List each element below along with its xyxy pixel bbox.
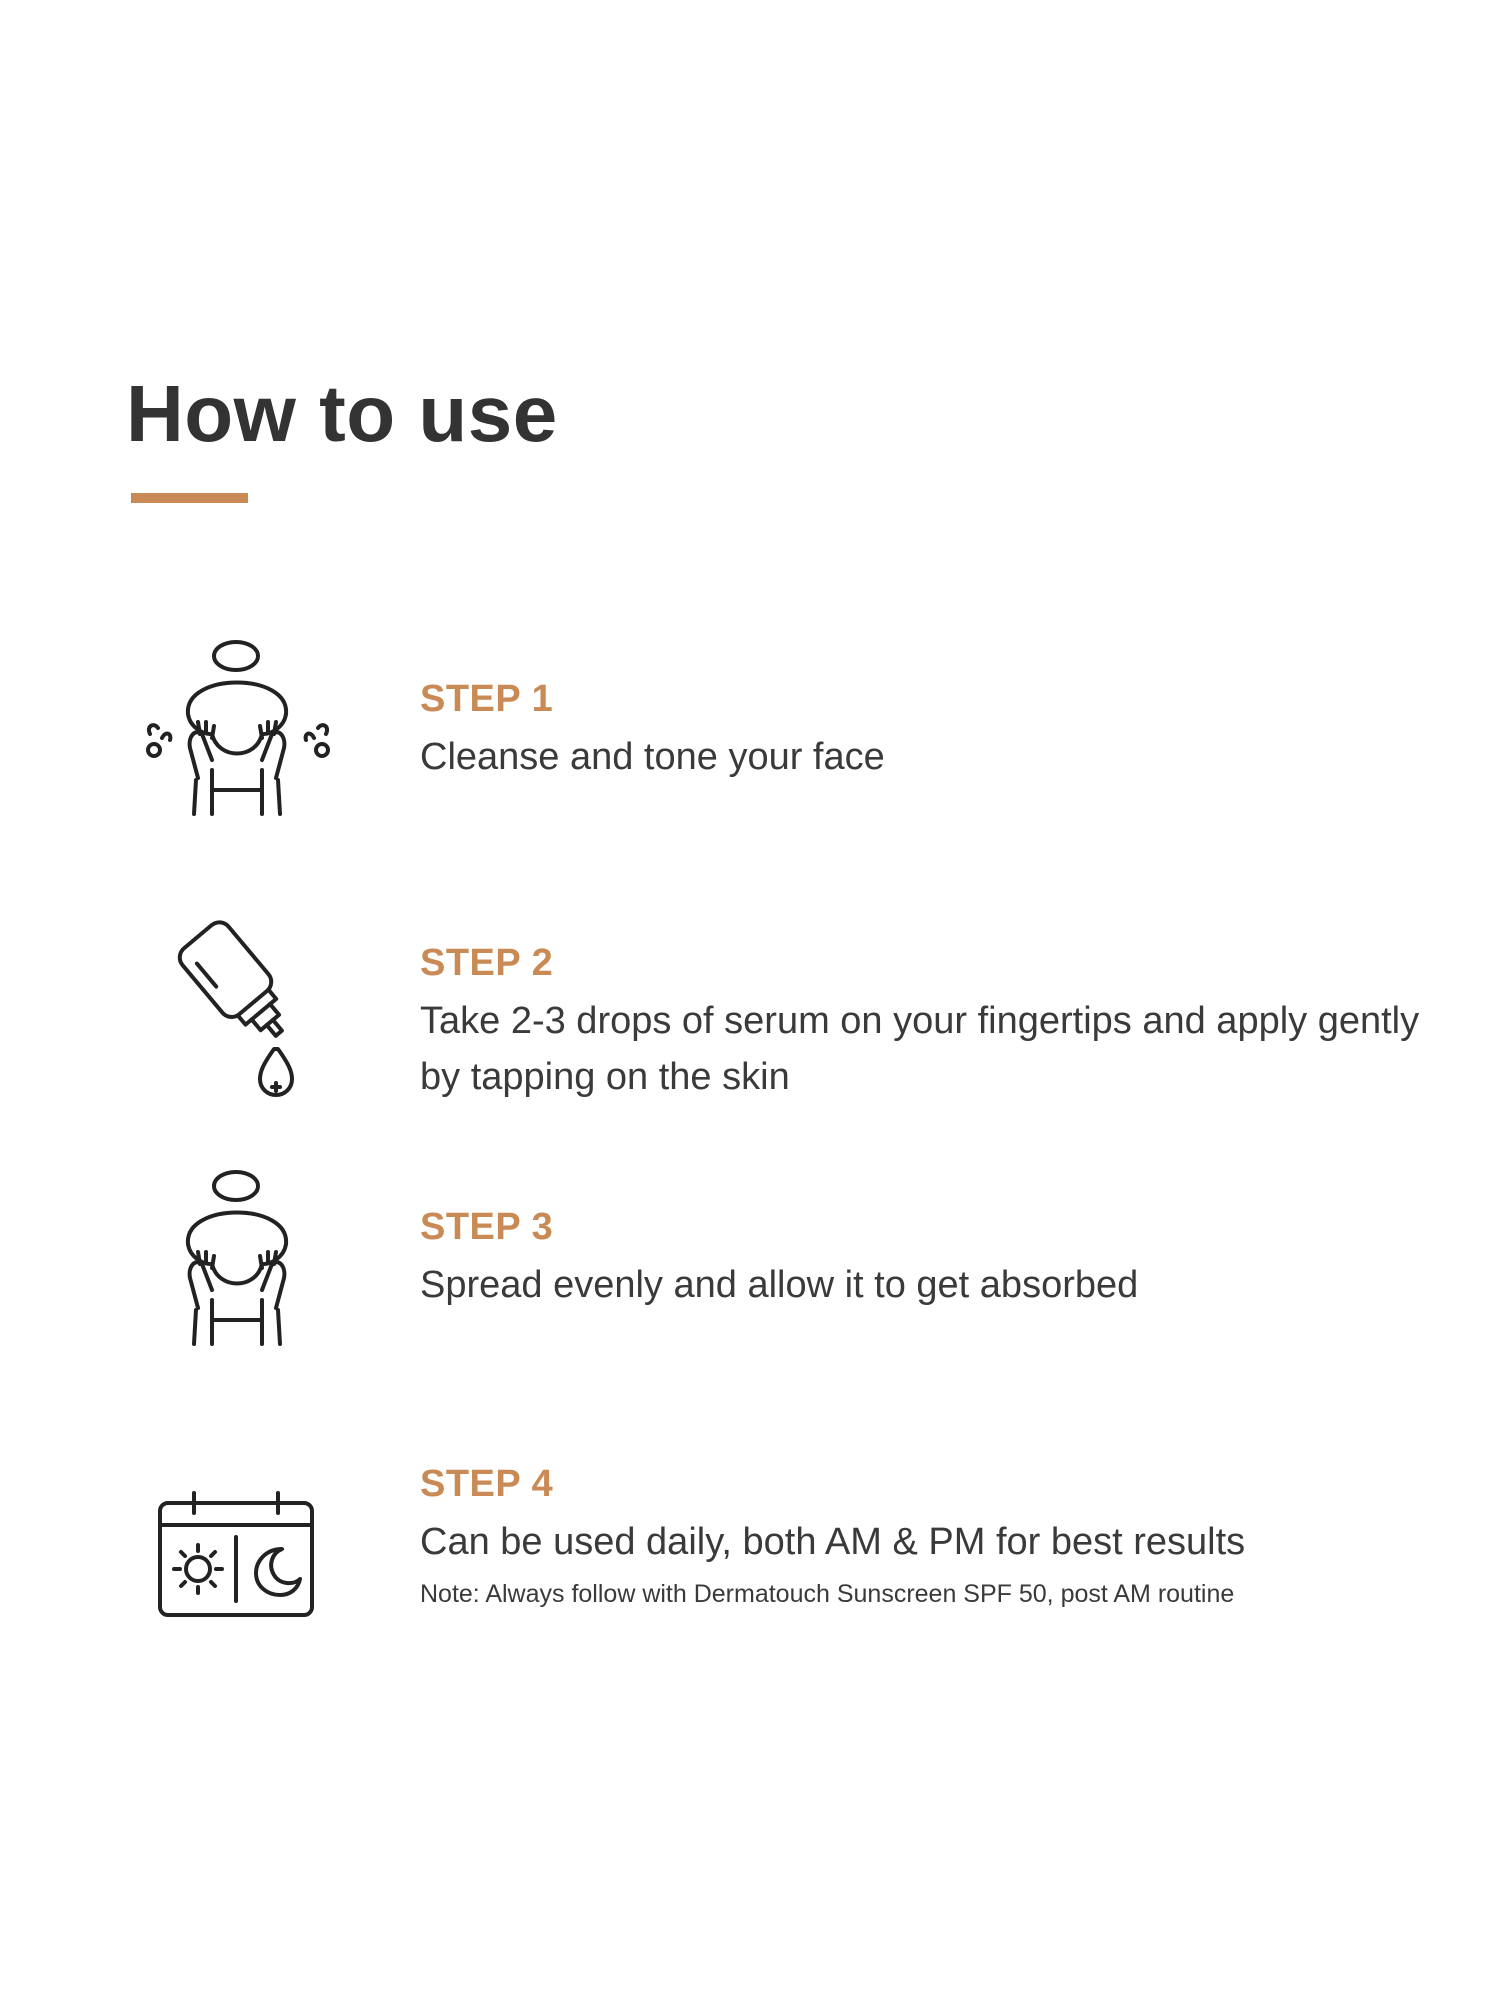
step-1-label: STEP 1	[420, 678, 554, 720]
face-wash-icon	[140, 630, 340, 830]
title-underline	[131, 493, 248, 503]
step-4-description: Can be used daily, both AM & PM for best results	[420, 1520, 1246, 1563]
step-2-label: STEP 2	[420, 942, 554, 984]
calendar-day-night-icon	[140, 1465, 340, 1665]
face-apply-icon	[140, 1160, 340, 1360]
step-1-description: Cleanse and tone your face	[420, 735, 885, 778]
step-4-label: STEP 4	[420, 1463, 554, 1505]
step-3-description: Spread evenly and allow it to get absorbed	[420, 1263, 1139, 1306]
serum-dropper-icon	[140, 905, 340, 1105]
step-2-description: Take 2-3 drops of serum on your fingertips and apply gently by tapping on the skin	[420, 999, 1420, 1098]
step-3-label: STEP 3	[420, 1206, 554, 1248]
step-4-note: Note: Always follow with Dermatouch Sunscreen SPF 50, post AM routine	[420, 1579, 1235, 1608]
page-title: How to use	[126, 369, 558, 458]
